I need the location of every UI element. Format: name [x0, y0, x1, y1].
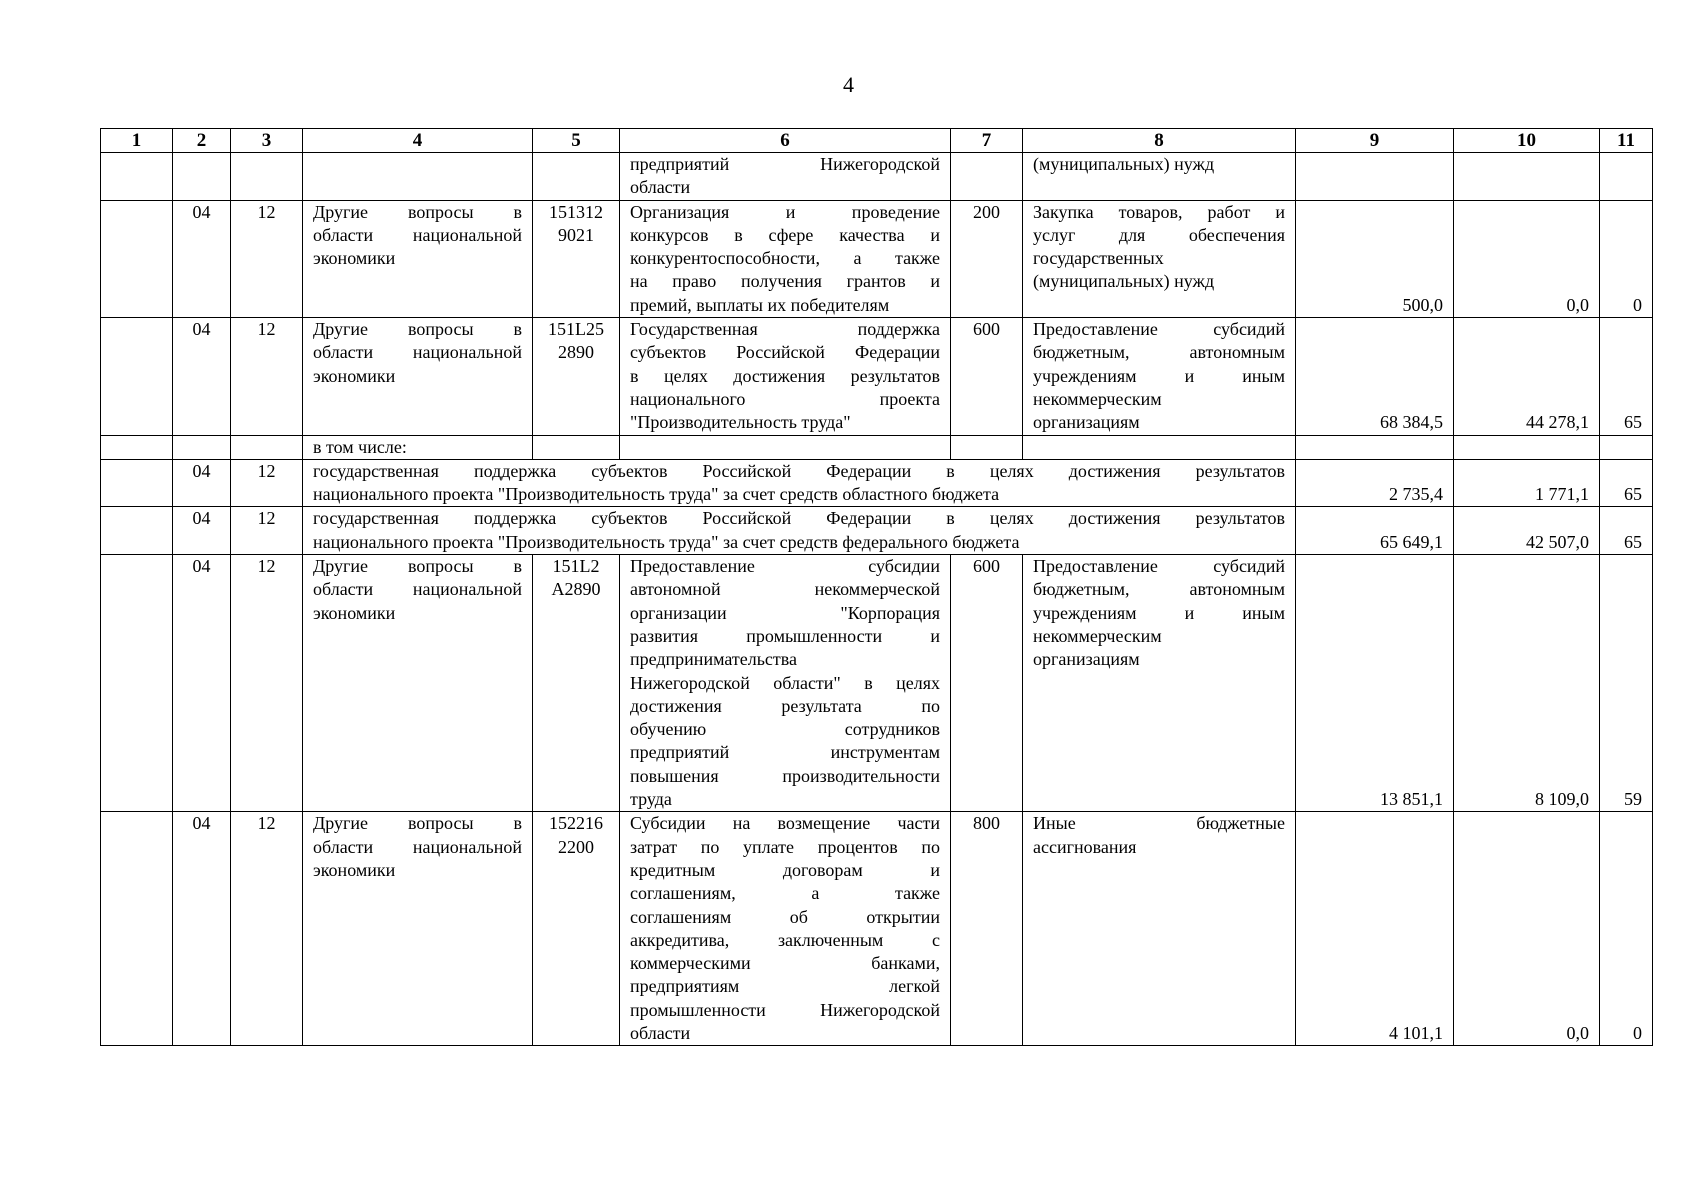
target-article-cell	[533, 200, 620, 317]
column-header-11: 11	[1600, 129, 1653, 153]
expense-type-name-cell-line: некоммерческим	[1033, 625, 1162, 646]
section-code-cell: 04	[173, 459, 231, 507]
expense-type-name-cell-line: бюджетным, автономным	[1033, 579, 1285, 600]
plan-amount-cell: 4 101,1	[1296, 812, 1454, 1046]
percent-cell: 65	[1600, 459, 1653, 507]
percent-cell	[1600, 153, 1653, 201]
expense-type-name-cell-line: организациям	[1033, 412, 1140, 433]
target-article-cell-line: 9021	[558, 224, 594, 245]
expense-type-name-cell-line: услуг для обеспечения	[1033, 224, 1285, 245]
section-code-cell	[173, 153, 231, 201]
empty-cell	[533, 435, 620, 459]
article-name-cell-line: аккредитива, заключенным с	[630, 929, 940, 950]
section-code-cell: 04	[173, 318, 231, 435]
article-name-cell-line: предпринимательства	[630, 649, 798, 670]
target-article-cell-line: 151L25	[548, 319, 604, 340]
empty-cell	[231, 435, 303, 459]
expense-type-name-cell-line: учреждениям и иным	[1033, 365, 1285, 386]
actual-amount-cell: 1 771,1	[1454, 459, 1600, 507]
target-article-cell	[533, 318, 620, 435]
empty-cell	[173, 435, 231, 459]
section-code-cell: 04	[173, 507, 231, 555]
article-name-cell-line: "Производительность труда"	[630, 412, 851, 433]
col1-cell	[101, 812, 173, 1046]
col1-cell	[101, 459, 173, 507]
article-name-cell-line: Предоставление субсидии	[630, 556, 940, 577]
article-name-cell-line: предприятий Нижегородской	[630, 154, 940, 174]
section-code-cell: 04	[173, 812, 231, 1046]
section-name-cell	[303, 200, 533, 317]
target-article-cell	[533, 153, 620, 201]
article-name-cell-line: соглашениям об открытии	[630, 906, 940, 927]
subitem-description-cell-line: национального проекта "Производительность труда" за счет средств федерального бюджета	[313, 531, 1020, 552]
section-name-cell	[303, 555, 533, 812]
section-name-cell-line: области национальной	[313, 224, 522, 245]
section-name-cell	[303, 153, 533, 201]
subitem-description-cell-line: национального проекта "Производительность труда" за счет средств областного бюджета	[313, 484, 1000, 505]
section-name-cell	[303, 812, 533, 1046]
section-name-cell-line: Другие вопросы в	[313, 319, 522, 340]
target-article-cell-line: 151312	[549, 201, 603, 222]
empty-cell	[951, 435, 1023, 459]
actual-amount-cell: 0,0	[1454, 200, 1600, 317]
percent-cell: 0	[1600, 812, 1653, 1046]
col1-cell	[101, 555, 173, 812]
article-name-cell-line: области	[630, 177, 691, 198]
article-name-cell-line: Государственная поддержка	[630, 319, 940, 340]
article-name-cell-line: премий, выплаты их победителям	[630, 294, 890, 315]
column-header-7: 7	[951, 129, 1023, 153]
expense-type-cell: 800	[951, 812, 1023, 1046]
expense-type-name-cell-line: Иные бюджетные	[1033, 813, 1285, 834]
expense-type-name-cell	[1023, 200, 1296, 317]
article-name-cell-line: Субсидии на возмещение части	[630, 813, 940, 834]
subsection-code-cell: 12	[231, 812, 303, 1046]
article-name-cell-line: соглашениям, а также	[630, 883, 940, 904]
column-header-6: 6	[620, 129, 951, 153]
expense-type-name-cell	[1023, 812, 1296, 1046]
table-row	[101, 318, 1653, 435]
percent-cell: 59	[1600, 555, 1653, 812]
expense-type-name-cell	[1023, 153, 1296, 201]
section-code-cell: 04	[173, 555, 231, 812]
expense-type-name-cell-line: (муниципальных) нужд	[1033, 271, 1215, 292]
target-article-cell-line: 2890	[558, 342, 594, 363]
column-header-5: 5	[533, 129, 620, 153]
header-row	[101, 129, 1653, 153]
section-name-cell-line: экономики	[313, 602, 396, 623]
column-header-8: 8	[1023, 129, 1296, 153]
subsection-code-cell: 12	[231, 555, 303, 812]
section-name-cell-line: области национальной	[313, 579, 522, 600]
article-name-cell-line: промышленности Нижегородской	[630, 999, 940, 1020]
expense-type-name-cell-line: ассигнования	[1033, 836, 1137, 857]
plan-amount-cell: 2 735,4	[1296, 459, 1454, 507]
section-name-cell	[303, 318, 533, 435]
article-name-cell-line: конкурентоспособности, а также	[630, 248, 940, 269]
percent-cell: 65	[1600, 318, 1653, 435]
actual-amount-cell: 42 507,0	[1454, 507, 1600, 555]
empty-cell	[101, 435, 173, 459]
table-row-subitem	[101, 507, 1653, 555]
expense-type-name-cell-line: Предоставление субсидий	[1033, 556, 1285, 577]
table-body	[101, 129, 1653, 1046]
article-name-cell-line: в целях достижения результатов	[630, 365, 940, 386]
target-article-cell-line: 152216	[549, 813, 603, 834]
article-name-cell-line: конкурсов в сфере качества и	[630, 224, 940, 245]
table-row-subitem	[101, 459, 1653, 507]
article-name-cell	[620, 153, 951, 201]
empty-cell	[1023, 435, 1296, 459]
section-name-cell-line: Другие вопросы в	[313, 813, 522, 834]
subitem-description-cell-line: государственная поддержка субъектов Российской Федерации в целях достижения результатов	[313, 460, 1285, 481]
subsection-code-cell: 12	[231, 459, 303, 507]
article-name-cell-line: организации "Корпорация	[630, 602, 940, 623]
expense-type-name-cell	[1023, 318, 1296, 435]
target-article-cell-line: A2890	[551, 579, 601, 600]
expense-type-cell	[951, 153, 1023, 201]
article-name-cell-line: коммерческими банками,	[630, 953, 940, 974]
table-row	[101, 153, 1653, 201]
target-article-cell-line: 2200	[558, 836, 594, 857]
article-name-cell-line: национального проекта	[630, 388, 940, 409]
expense-type-name-cell-line: некоммерческим	[1033, 388, 1162, 409]
percent-cell: 65	[1600, 507, 1653, 555]
section-name-cell-line: области национальной	[313, 342, 522, 363]
plan-amount-cell	[1296, 153, 1454, 201]
expense-type-name-cell-line: учреждениям и иным	[1033, 602, 1285, 623]
column-header-2: 2	[173, 129, 231, 153]
table-row	[101, 555, 1653, 812]
plan-amount-cell: 65 649,1	[1296, 507, 1454, 555]
empty-cell	[1454, 435, 1600, 459]
article-name-cell-line: Организация и проведение	[630, 201, 940, 222]
plan-amount-cell: 68 384,5	[1296, 318, 1454, 435]
target-article-cell-line: 151L2	[552, 556, 600, 577]
empty-cell	[1600, 435, 1653, 459]
column-header-9: 9	[1296, 129, 1454, 153]
article-name-cell-line: достижения результата по	[630, 695, 940, 716]
section-name-cell-line: Другие вопросы в	[313, 201, 522, 222]
column-header-4: 4	[303, 129, 533, 153]
section-code-cell: 04	[173, 200, 231, 317]
article-name-cell	[620, 555, 951, 812]
expense-type-cell: 600	[951, 555, 1023, 812]
section-name-cell-line: Другие вопросы в	[313, 556, 522, 577]
article-name-cell-line: области	[630, 1022, 691, 1043]
column-header-3: 3	[231, 129, 303, 153]
article-name-cell-line: труда	[630, 789, 672, 810]
plan-amount-cell: 500,0	[1296, 200, 1454, 317]
article-name-cell-line: предприятий инструментам	[630, 742, 940, 763]
subsection-code-cell: 12	[231, 318, 303, 435]
expense-type-cell: 200	[951, 200, 1023, 317]
actual-amount-cell: 8 109,0	[1454, 555, 1600, 812]
subitem-description-cell-line: государственная поддержка субъектов Российской Федерации в целях достижения результатов	[313, 508, 1285, 529]
expense-type-name-cell-line: организациям	[1033, 649, 1140, 670]
article-name-cell-line: на право получения грантов и	[630, 271, 940, 292]
expense-type-name-cell-line: государственных	[1033, 248, 1164, 269]
percent-cell: 0	[1600, 200, 1653, 317]
including-label: в том числе:	[303, 435, 533, 459]
section-name-cell-line: экономики	[313, 859, 396, 880]
section-name-cell-line: области национальной	[313, 836, 522, 857]
actual-amount-cell: 0,0	[1454, 812, 1600, 1046]
expense-type-name-cell-line: Предоставление субсидий	[1033, 319, 1285, 340]
target-article-cell	[533, 812, 620, 1046]
expense-type-name-cell-line: (муниципальных) нужд	[1033, 154, 1215, 174]
subitem-description-cell	[303, 507, 1296, 555]
col1-cell	[101, 318, 173, 435]
actual-amount-cell	[1454, 153, 1600, 201]
col1-cell	[101, 200, 173, 317]
article-name-cell-line: субъектов Российской Федерации	[630, 342, 940, 363]
article-name-cell-line: кредитным договорам и	[630, 859, 940, 880]
article-name-cell-line: повышения производительности	[630, 765, 940, 786]
column-header-1: 1	[101, 129, 173, 153]
budget-table	[100, 128, 1653, 1046]
page-number: 4	[843, 72, 854, 97]
article-name-cell-line: автономной некоммерческой	[630, 579, 940, 600]
plan-amount-cell: 13 851,1	[1296, 555, 1454, 812]
expense-type-name-cell	[1023, 555, 1296, 812]
article-name-cell	[620, 812, 951, 1046]
column-header-10: 10	[1454, 129, 1600, 153]
article-name-cell	[620, 200, 951, 317]
subsection-code-cell	[231, 153, 303, 201]
article-name-cell-line: затрат по уплате процентов по	[630, 836, 940, 857]
col1-cell	[101, 507, 173, 555]
table-row	[101, 200, 1653, 317]
expense-type-name-cell-line: Закупка товаров, работ и	[1033, 201, 1285, 222]
subsection-code-cell: 12	[231, 507, 303, 555]
article-name-cell-line: развития промышленности и	[630, 625, 940, 646]
subitem-description-cell	[303, 459, 1296, 507]
section-name-cell-line: экономики	[313, 248, 396, 269]
target-article-cell	[533, 555, 620, 812]
expense-type-name-cell-line: бюджетным, автономным	[1033, 342, 1285, 363]
including-row	[101, 435, 1653, 459]
article-name-cell	[620, 318, 951, 435]
section-name-cell-line: экономики	[313, 365, 396, 386]
actual-amount-cell: 44 278,1	[1454, 318, 1600, 435]
article-name-cell-line: Нижегородской области" в целях	[630, 672, 940, 693]
article-name-cell-line: обучению сотрудников	[630, 719, 940, 740]
empty-cell	[620, 435, 951, 459]
expense-type-cell: 600	[951, 318, 1023, 435]
article-name-cell-line: предприятиям легкой	[630, 976, 940, 997]
col1-cell	[101, 153, 173, 201]
subsection-code-cell: 12	[231, 200, 303, 317]
table-row	[101, 812, 1653, 1046]
empty-cell	[1296, 435, 1454, 459]
